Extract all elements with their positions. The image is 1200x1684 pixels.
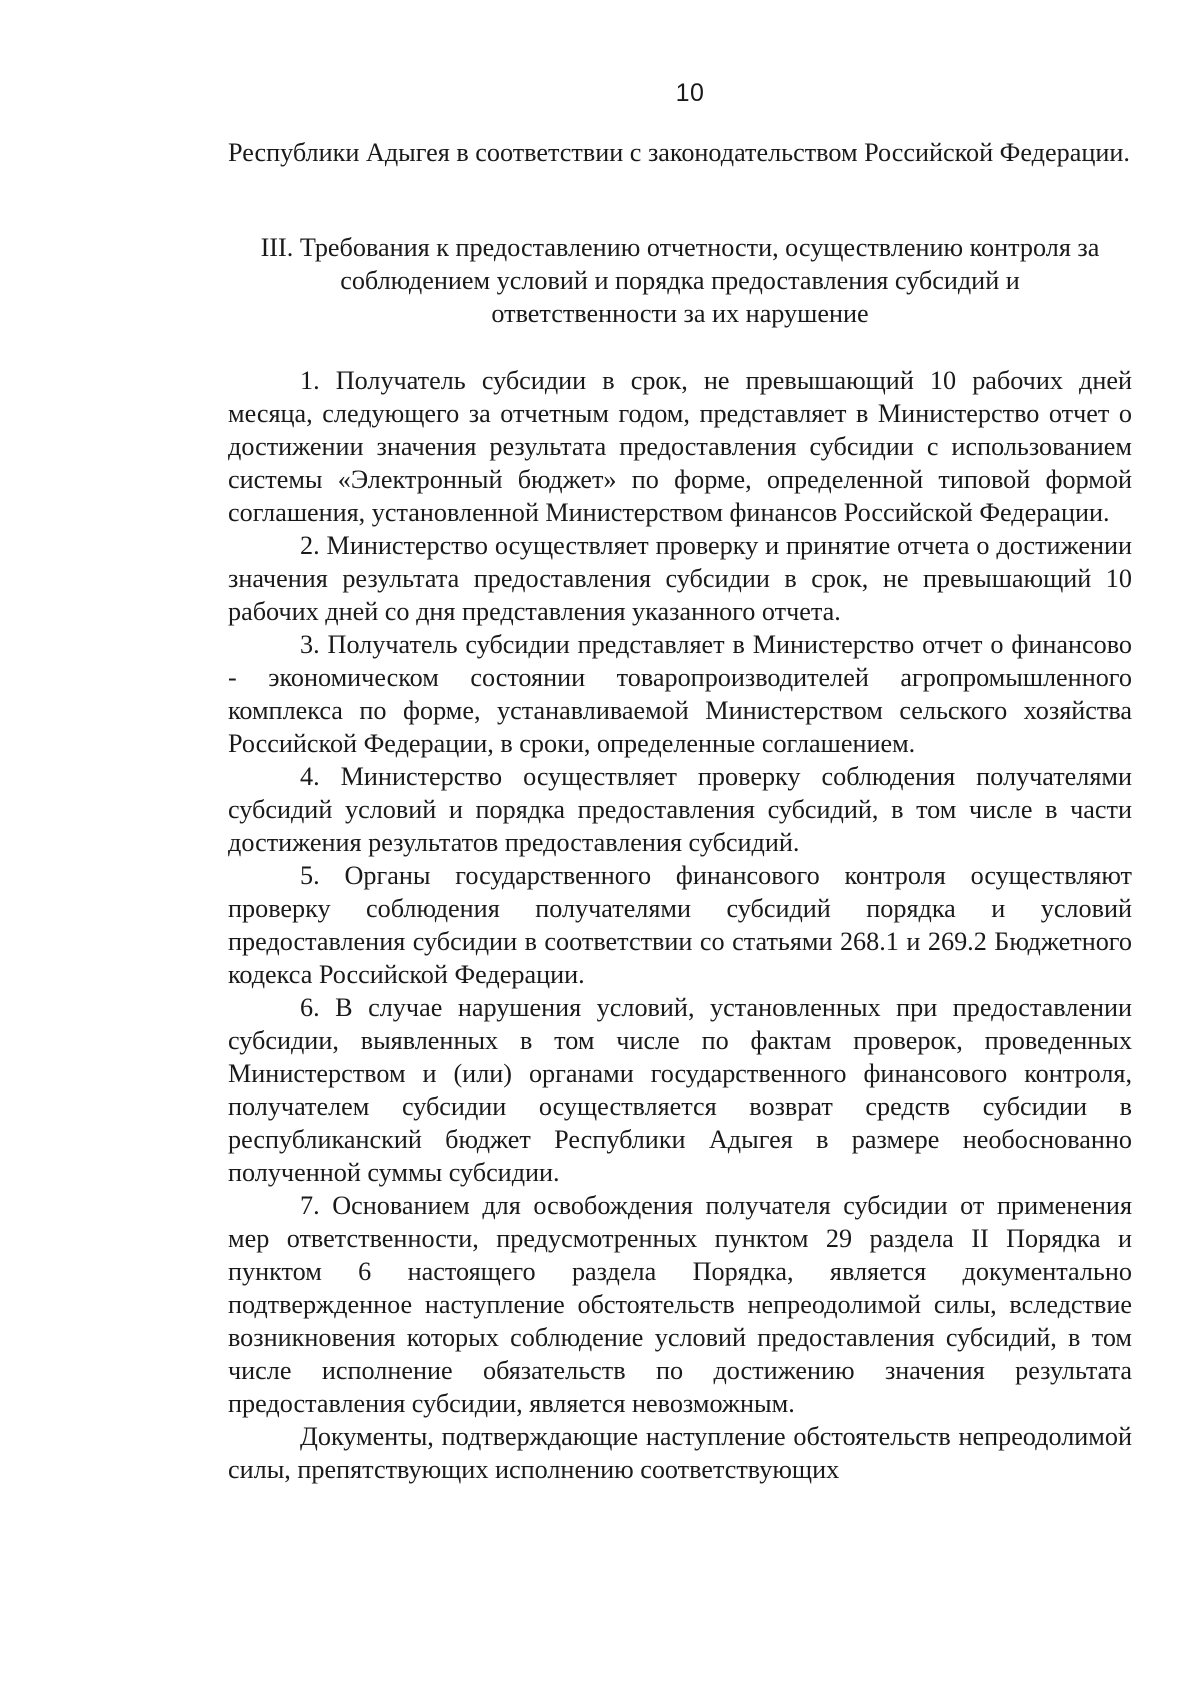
document-body xyxy=(228,136,1132,1486)
section-heading xyxy=(228,231,1132,330)
paragraph-continuation: Документы, подтверждающие наступление обстоятельств непреодолимой силы, препятствующих исполнению соответствующих xyxy=(228,1422,1132,1484)
intro-paragraph: Республики Адыгея в соответствии с законодательством Российской Федерации. xyxy=(228,138,1130,167)
paragraph-7: 7. Основанием для освобождения получателя субсидии от применения мер ответственности, предусмотренных пунктом 29 раздела II Порядка и пунктом 6 настоящего раздела Порядка, является документально подтвержденное наступление обстоятельств непреодолимой силы, вследствие возникновения которых соблюдение условий предоставления субсидий, в том числе исполнение обязательств по достижению значения результата предоставления субсидии, является невозможным. xyxy=(228,1191,1132,1418)
paragraph-1: 1. Получатель субсидии в срок, не превышающий 10 рабочих дней месяца, следующего за отчетным годом, представляет в Министерство отчет о достижении значения результата предоставления субсидии с использованием системы «Электронный бюджет» по форме, определенной типовой формой соглашения, установленной Министерством финансов Российской Федерации. xyxy=(228,366,1132,527)
paragraph-5: 5. Органы государственного финансового контроля осуществляют проверку соблюдения получателями субсидий порядка и условий предоставления субсидии в соответствии со статьями 268.1 и 269.2 Бюджетного кодекса Российской Федерации. xyxy=(228,861,1132,989)
section-heading-line: ответственности за их нарушение xyxy=(491,299,869,328)
paragraph-4: 4. Министерство осуществляет проверку соблюдения получателями субсидий условий и порядка предоставления субсидий, в том числе в части достижения результатов предоставления субсидий. xyxy=(228,762,1132,857)
paragraph-3: 3. Получатель субсидии представляет в Министерство отчет о финансово - экономическом состоянии товаропроизводителей агропромышленного комплекса по форме, устанавливаемой Министерством сельского хозяйства Российской Федерации, в сроки, определенные соглашением. xyxy=(228,630,1132,758)
page-number: 10 xyxy=(675,79,705,107)
section-heading-line: III. Требования к предоставлению отчетности, осуществлению контроля за xyxy=(260,233,1100,262)
paragraph-2: 2. Министерство осуществляет проверку и принятие отчета о достижении значения результата предоставления субсидии в срок, не превышающий 10 рабочих дней со дня представления указанного отчета. xyxy=(228,531,1132,626)
paragraph-6: 6. В случае нарушения условий, установленных при предоставлении субсидии, выявленных в том числе по фактам проверок, проведенных Министерством и (или) органами государственного финансового контроля, получателем субсидии осуществляется возврат средств субсидии в республиканский бюджет Республики Адыгея в размере необоснованно полученной суммы субсидии. xyxy=(228,993,1132,1187)
section-heading-line: соблюдением условий и порядка предоставления субсидий и xyxy=(340,266,1020,295)
